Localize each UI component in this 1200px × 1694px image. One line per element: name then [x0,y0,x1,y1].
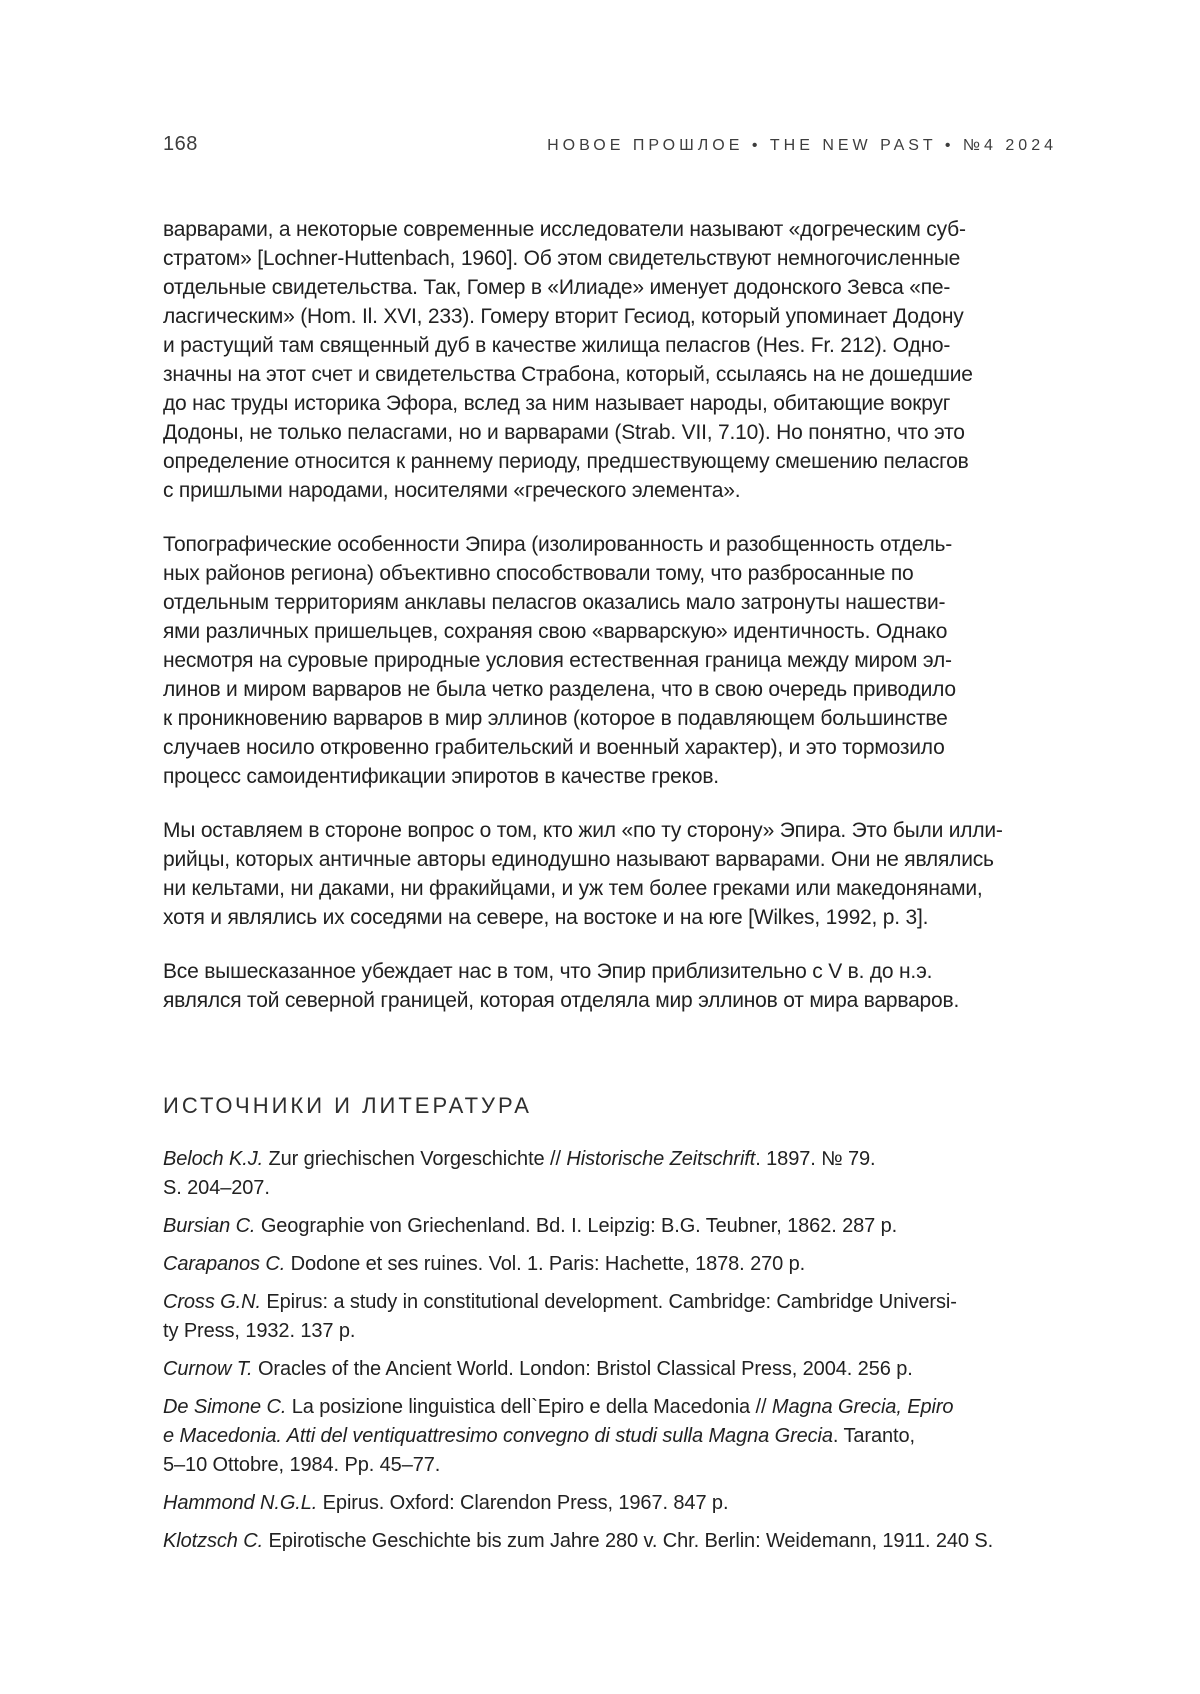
bibliography-line [163,1489,1057,1518]
bibliography-line [163,1250,1057,1279]
text-line: процесс самоидентификации эпиротов в качестве греков. [163,765,719,788]
text-line: рийцы, которых античные авторы единодушно называют варварами. Они не являлись [163,848,994,871]
text-line: линов и миром варваров не была четко разделена, что в свою очередь приводило [163,678,956,701]
paragraph [163,215,1057,505]
bib-text-segment: La posizione linguistica dell`Epiro e della Macedonia // [286,1396,772,1418]
bib-text-segment: Zur griechischen Vorgeschichte // [263,1148,567,1170]
text-line: несмотря на суровые природные условия естественная граница между миром эл- [163,649,952,672]
text-line: Мы оставляем в стороне вопрос о том, кто жил «по ту сторону» Эпира. Это были илли- [163,819,1003,842]
bib-italic-segment: Carapanos C. [163,1253,286,1275]
page-number: 168 [163,133,198,155]
paragraphs [163,215,1057,1015]
bib-text-segment: S. 204–207. [163,1177,270,1199]
paragraph [163,957,1057,1015]
bibliography-entry [163,1393,1057,1480]
bib-italic-segment: Bursian C. [163,1215,256,1237]
bibliography-line [163,1212,1057,1241]
bib-italic-segment: Hammond N.G.L. [163,1492,318,1514]
bib-italic-segment: e Macedonia. Atti del ventiquattresimo convegno di studi sulla Magna Grecia [163,1425,833,1447]
bibliography-line [163,1288,1057,1317]
bib-text-segment: . 1897. № 79. [755,1148,876,1170]
text-line: к проникновению варваров в мир эллинов (которое в подавляющем большинстве [163,707,948,730]
bib-text-segment: . Taranto, [832,1425,915,1447]
bibliography-line [163,1145,1057,1174]
page-header [163,133,1057,153]
bib-italic-segment: Klotzsch C. [163,1530,264,1552]
text-line: являлся той северной границей, которая отделяла мир эллинов от мира варваров. [163,989,960,1012]
bibliography-line [163,1527,1057,1556]
text-line: значны на этот счет и свидетельства Страбона, который, ссылаясь на не дошедшие [163,363,973,386]
bibliography-entry [163,1250,1057,1279]
bib-italic-segment: Beloch K.J. [163,1148,264,1170]
bib-italic-segment: Magna Grecia, Epiro [771,1396,954,1418]
bib-italic-segment: De Simone C. [163,1396,287,1418]
text-line: до нас труды историка Эфора, вслед за ним называет народы, обитающие вокруг [163,392,951,415]
bibliography-entry [163,1288,1057,1346]
text-line: и растущий там священный дуб в качестве жилища пеласгов (Hes. Fr. 212). Одно- [163,334,951,357]
text-line: с пришлыми народами, носителями «греческого элемента». [163,479,741,502]
text-line: отдельным территориям анклавы пеласгов оказались мало затронуты нашестви- [163,591,946,614]
bib-text-segment: ty Press, 1932. 137 p. [163,1320,356,1342]
bibliography-line [163,1174,1057,1203]
bibliography-line [163,1422,1057,1451]
text-line: ных районов региона) объективно способствовали тому, что разбросанные по [163,562,914,585]
text-line: случаев носило откровенно грабительский и военный характер), и это тормозило [163,736,945,759]
text-line: Додоны, не только пеласгами, но и варварами (Strab. VII, 7.10). Но понятно, что это [163,421,965,444]
text-line: варварами, а некоторые современные исследователи называют «догреческим суб- [163,218,966,241]
bibliography-entry [163,1212,1057,1241]
bib-text-segment: Epirus: a study in constitutional development. Cambridge: Cambridge Universi- [260,1291,957,1313]
bib-text-segment: Oracles of the Ancient World. London: Bristol Classical Press, 2004. 256 p. [252,1358,913,1380]
bib-italic-segment: Historische Zeitschrift [566,1148,756,1170]
bibliography [163,1145,1057,1556]
text-line: отдельные свидетельства. Так, Гомер в «Илиаде» именует додонского Зевса «пе- [163,276,951,299]
bibliography-entry [163,1527,1057,1556]
text-line: ни кельтами, ни даками, ни фракийцами, и уж тем более греками или македонянами, [163,877,983,900]
text-line: хотя и являлись их соседями на севере, на востоке и на юге [Wilkes, 1992, p. 3]. [163,906,929,929]
text-line: Топографические особенности Эпира (изолированность и разобщенность отдель- [163,533,953,556]
text-line: определение относится к раннему периоду, предшествующему смешению пеласгов [163,450,969,473]
text-line: ями различных пришельцев, сохраняя свою «варварскую» идентичность. Однако [163,620,948,643]
bib-text-segment: Dodone et ses ruines. Vol. 1. Paris: Hachette, 1878. 270 p. [285,1253,806,1275]
running-title: НОВОЕ ПРОШЛОЕ • THE NEW PAST • №4 2024 [547,137,1057,154]
paragraph [163,530,1057,791]
bibliography-line [163,1451,1057,1480]
paragraph [163,816,1057,932]
bib-text-segment: Epirotische Geschichte bis zum Jahre 280 v. Chr. Berlin: Weidemann, 1911. 240 S. [263,1530,994,1552]
bibliography-entry [163,1355,1057,1384]
bibliography-entry [163,1145,1057,1203]
text-line: ласгическим» (Hom. Il. XVI, 233). Гомеру вторит Гесиод, который упоминает Додону [163,305,964,328]
bib-text-segment: Epirus. Oxford: Clarendon Press, 1967. 847 p. [317,1492,729,1514]
text-line: Все вышесказанное убеждает нас в том, что Эпир приблизительно с V в. до н.э. [163,960,933,983]
bibliography-line [163,1317,1057,1346]
bib-text-segment: Geographie von Griechenland. Bd. I. Leipzig: B.G. Teubner, 1862. 287 p. [255,1215,898,1237]
article-body [163,215,1057,1556]
text-line: стратом» [Lochner-Huttenbach, 1960]. Об этом свидетельствуют немногочисленные [163,247,961,270]
bibliography-line [163,1393,1057,1422]
bibliography-line [163,1355,1057,1384]
section-heading: ИСТОЧНИКИ И ЛИТЕРАТУРА [163,1093,532,1118]
bib-text-segment: 5–10 Ottobre, 1984. Pp. 45–77. [163,1454,441,1476]
bib-italic-segment: Cross G.N. [163,1291,261,1313]
bib-italic-segment: Curnow T. [163,1358,253,1380]
bibliography-entry [163,1489,1057,1518]
